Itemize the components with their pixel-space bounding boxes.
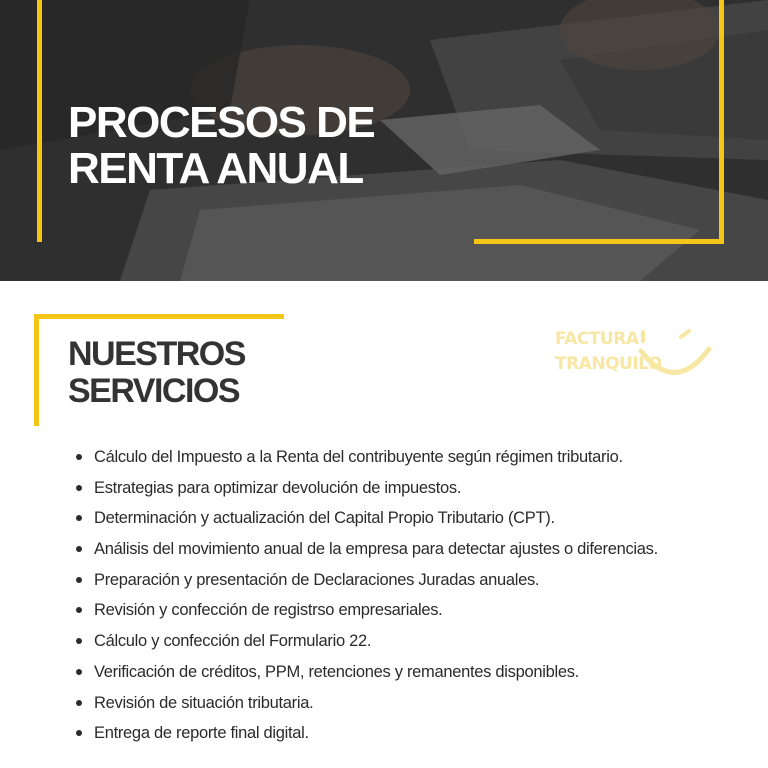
service-item bbox=[74, 474, 754, 505]
service-item bbox=[74, 627, 754, 658]
hero-title bbox=[68, 100, 374, 192]
section-title-line-1: NUESTROS bbox=[68, 335, 245, 373]
bullet-icon bbox=[76, 515, 82, 521]
hero-frame-bottom bbox=[474, 239, 724, 244]
service-text: Determinación y actualización del Capital Propio Tributario (CPT). bbox=[94, 509, 555, 528]
service-item bbox=[74, 535, 754, 566]
logo-line-2: TRANQUILO bbox=[555, 354, 662, 374]
bullet-icon bbox=[76, 669, 82, 675]
bullet-icon bbox=[76, 730, 82, 736]
service-text: Cálculo del Impuesto a la Renta del contribuyente según régimen tributario. bbox=[94, 448, 623, 466]
section-frame-left bbox=[34, 314, 39, 426]
brand-logo bbox=[555, 327, 725, 387]
service-item bbox=[74, 658, 754, 689]
service-item bbox=[74, 719, 754, 750]
service-item bbox=[74, 566, 754, 597]
smile-icon bbox=[635, 327, 715, 387]
logo-line-1: FACTURA bbox=[555, 329, 639, 349]
bullet-icon bbox=[76, 546, 82, 552]
hero-title-line-2: RENTA ANUAL bbox=[68, 144, 363, 193]
hero-frame-left bbox=[37, 0, 42, 242]
service-text: Entrega de reporte final digital. bbox=[94, 724, 309, 743]
section-title-line-2: SERVICIOS bbox=[68, 372, 240, 410]
bullet-icon bbox=[76, 577, 82, 583]
bullet-icon bbox=[76, 485, 82, 491]
section-title bbox=[68, 336, 245, 410]
service-item bbox=[74, 504, 754, 535]
service-item bbox=[74, 596, 754, 627]
section-frame-top bbox=[34, 314, 284, 319]
hero-frame-right bbox=[719, 0, 724, 244]
service-text: Revisión de situación tributaria. bbox=[94, 693, 314, 712]
hero-title-line-1: PROCESOS DE bbox=[68, 98, 375, 147]
bullet-icon bbox=[76, 454, 82, 460]
service-item bbox=[74, 689, 754, 720]
hero-banner bbox=[0, 0, 768, 281]
service-text: Análisis del movimiento anual de la empresa para detectar ajustes o diferencias. bbox=[94, 540, 658, 559]
service-text: Revisión y confección de registrso empresariales. bbox=[94, 601, 443, 620]
service-item bbox=[74, 443, 754, 474]
bullet-icon bbox=[76, 638, 82, 644]
service-text: Verificación de créditos, PPM, retenciones y remanentes disponibles. bbox=[94, 662, 579, 681]
service-text: Cálculo y confección del Formulario 22. bbox=[94, 632, 372, 651]
services-list bbox=[74, 443, 754, 750]
service-text: Estrategias para optimizar devolución de impuestos. bbox=[94, 478, 462, 497]
service-text: Preparación y presentación de Declaraciones Juradas anuales. bbox=[94, 570, 540, 589]
bullet-icon bbox=[76, 607, 82, 613]
bullet-icon bbox=[76, 700, 82, 706]
